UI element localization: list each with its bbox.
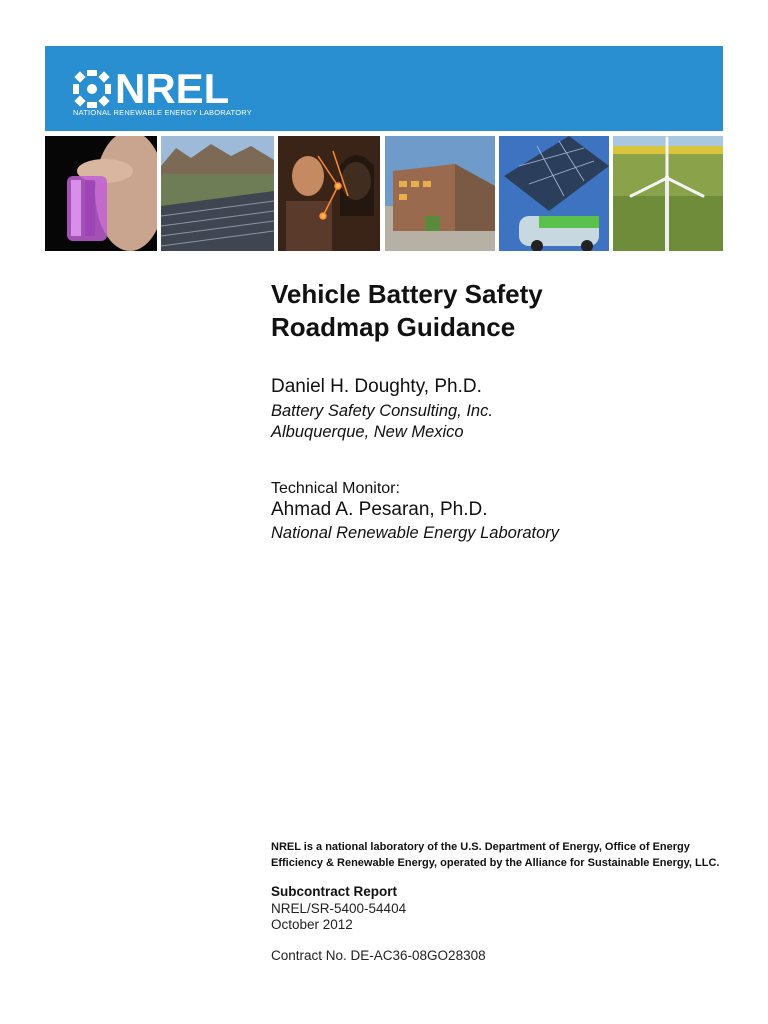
report-type: Subcontract Report <box>271 884 398 899</box>
nrel-statement <box>271 839 719 871</box>
statement-line-1: NREL is a national laboratory of the U.S. Department of Energy, Office of Energy <box>271 841 690 853</box>
wind-turbine-photo <box>613 136 723 251</box>
report-number: NREL/SR-5400-54404 <box>271 901 407 916</box>
logo-subtitle: NATIONAL RENEWABLE ENERGY LABORATORY <box>73 108 252 117</box>
report-date: October 2012 <box>271 917 353 932</box>
author-affiliation: Battery Safety Consulting, Inc. <box>271 402 493 420</box>
contract-number: Contract No. DE-AC36-08GO28308 <box>271 948 486 963</box>
statement-line-2: Efficiency & Renewable Energy, operated by the Alliance for Sustainable Energy, LLC. <box>271 857 720 869</box>
technical-monitor-label: Technical Monitor: <box>271 480 400 497</box>
author-name: Daniel H. Doughty, Ph.D. <box>271 376 482 397</box>
title-line-2: Roadmap Guidance <box>271 312 516 342</box>
author-location: Albuquerque, New Mexico <box>271 423 464 441</box>
solar-car-photo <box>499 136 609 251</box>
nrel-logo <box>73 65 230 112</box>
battery-vial-photo <box>45 136 157 251</box>
title-line-1: Vehicle Battery Safety <box>271 279 543 309</box>
researchers-photo <box>278 136 380 251</box>
technical-monitor-affiliation: National Renewable Energy Laboratory <box>271 524 560 542</box>
report-title <box>271 278 543 344</box>
building-photo <box>385 136 495 251</box>
header-banner <box>45 46 723 131</box>
photo-strip <box>45 136 723 251</box>
solar-field-photo <box>161 136 274 251</box>
technical-monitor-name: Ahmad A. Pesaran, Ph.D. <box>271 499 488 520</box>
logo-text: NREL <box>115 65 230 112</box>
nrel-sunburst-icon <box>73 70 111 108</box>
